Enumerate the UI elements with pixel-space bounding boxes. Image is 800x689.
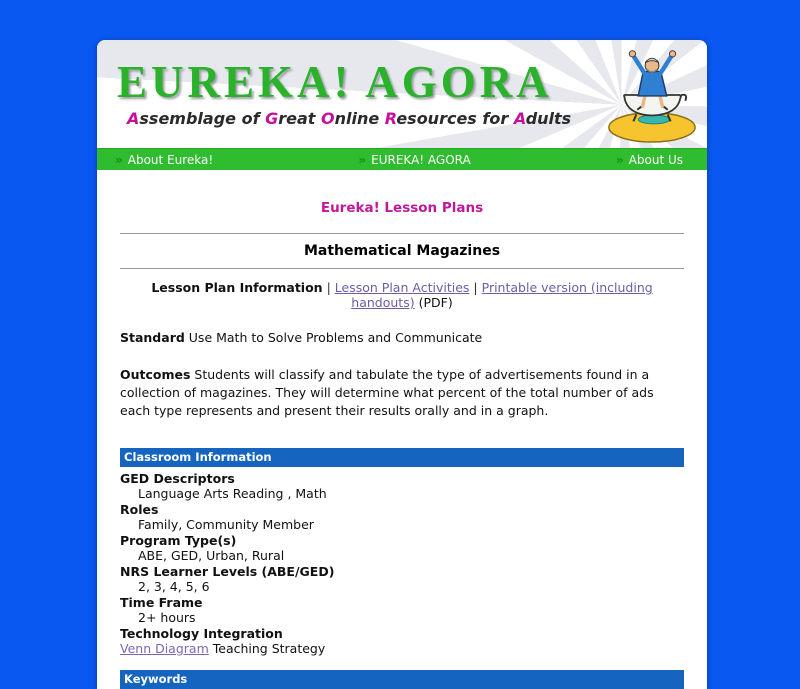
standard-label: Standard xyxy=(120,330,185,345)
nav-item-eureka-agora[interactable] xyxy=(358,153,470,167)
field-label: Program Type(s) xyxy=(120,532,237,548)
divider xyxy=(120,268,684,269)
lesson-title: Mathematical Magazines xyxy=(303,243,501,259)
nav-item-about-us[interactable] xyxy=(616,153,683,167)
current-section-label: Lesson Plan Information xyxy=(151,280,323,295)
printable-version-link[interactable]: Printable version (including handouts) xyxy=(351,280,653,310)
field-label: Technology Integration xyxy=(120,625,283,641)
field-label: GED Descriptors xyxy=(120,470,235,486)
tagline-segment: dults xyxy=(525,109,572,128)
divider xyxy=(120,233,684,234)
tagline-segment: R xyxy=(384,109,397,128)
archimedes-bathtub-illustration xyxy=(603,42,701,144)
outcomes-paragraph xyxy=(120,366,684,420)
technology-integration-line xyxy=(120,641,684,657)
field-value: Family, Community Member xyxy=(138,517,314,532)
tagline-segment: ssemblage of xyxy=(139,109,266,128)
lesson-plan-links-row xyxy=(120,280,684,310)
page-heading: Eureka! Lesson Plans xyxy=(320,200,484,216)
venn-diagram-link[interactable]: Venn Diagram xyxy=(120,641,209,656)
site-header xyxy=(97,40,707,148)
keywords-header: Keywords xyxy=(120,670,684,689)
field-value: ABE, GED, Urban, Rural xyxy=(138,548,285,563)
nav-item-about-eureka[interactable] xyxy=(115,153,213,167)
field-value: 2, 3, 4, 5, 6 xyxy=(138,579,210,594)
tagline-segment: O xyxy=(321,109,335,128)
classroom-information-header: Classroom Information xyxy=(120,448,684,467)
nav-item-label: EUREKA! AGORA xyxy=(371,152,471,167)
nav-item-label: About Eureka! xyxy=(127,152,214,167)
tagline-segment: A xyxy=(127,109,140,128)
double-arrow-icon: » xyxy=(615,152,624,167)
field-value: 2+ hours xyxy=(138,610,196,625)
field-label: Time Frame xyxy=(120,594,203,610)
outcomes-label: Outcomes xyxy=(120,367,191,383)
field-label: NRS Learner Levels (ABE/GED) xyxy=(120,563,335,579)
standard-text: Use Math to Solve Problems and Communicate xyxy=(184,330,483,345)
tagline-segment: A xyxy=(513,109,526,128)
site-tagline xyxy=(127,109,571,128)
tagline-segment: nline xyxy=(334,109,385,128)
lesson-plan-activities-link[interactable]: Lesson Plan Activities xyxy=(334,280,470,295)
pdf-suffix: (PDF) xyxy=(418,295,453,310)
site-logo-text: EUREKA! AGORA xyxy=(117,57,553,107)
nav-item-label: About Us xyxy=(628,152,683,167)
standard-paragraph xyxy=(120,329,684,347)
main-navbar xyxy=(97,148,707,170)
double-arrow-icon: » xyxy=(358,152,367,167)
field-label: Roles xyxy=(120,501,159,517)
separator: | xyxy=(326,280,331,295)
double-arrow-icon: » xyxy=(115,152,123,167)
tagline-segment: G xyxy=(265,109,279,128)
content-card xyxy=(97,40,707,689)
tagline-segment: esources for xyxy=(396,109,514,128)
main-content xyxy=(97,200,707,689)
teaching-strategy-text: Teaching Strategy xyxy=(208,641,326,656)
field-value: Language Arts Reading , Math xyxy=(138,486,327,501)
separator: | xyxy=(473,280,478,295)
logo-block xyxy=(117,57,572,128)
classroom-information-fields xyxy=(120,471,684,657)
tagline-segment: reat xyxy=(278,109,321,128)
outcomes-text: Students will classify and tabulate the type of advertisements found in a collection of magazines. They will determine what percent of the total number of ads each type represents and present their results orally and in a graph. xyxy=(120,367,654,419)
